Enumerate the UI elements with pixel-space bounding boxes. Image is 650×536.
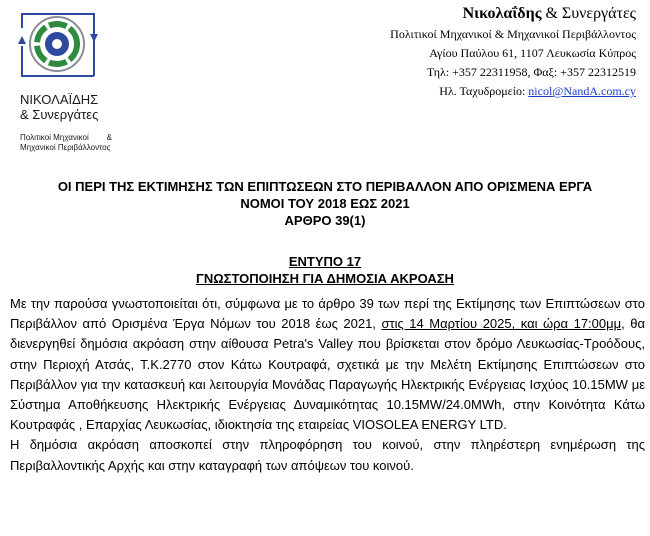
paragraph-1-details: , θα διενεργηθεί δημόσια ακρόαση στην αίθουσα Petra's Valley που βρίσκεται στον δρόμο Λευκωσίας-Τροόδους, στην Περιοχή Ατσάς, Τ.Κ.2770 στον Κάτω Κουτραφά, σχετικά με την Μελέτη Εκτίμησης Επιπτώσεων στο Περιβάλλον για την κατασκευή και λειτουργία Μονάδας Παραγωγής Ηλεκτρικής Ενέργειας Ισχύος 10.15MW με Σύστημα Αποθήκευσης Ηλεκτρικής Ενέργειας Δυναμικότητας 10.15MW/24.0MWh, στην Κοινότητα Κάτω Κουτραφάς , Επαρχίας Λευκωσίας, ιδιοκτησία της εταιρείας VIOSOLEA ENERGY LTD. (10, 316, 645, 433)
form-title: ΓΝΩΣΤΟΠΟΙΗΣΗ ΓΙΑ ΔΗΜΟΣΙΑ ΑΚΡΟΑΣΗ (196, 271, 454, 286)
email-link[interactable]: nicol@NandA.com.cy (528, 84, 636, 98)
law-article: ΑΡΘΡΟ 39(1) (284, 213, 366, 228)
logo-subtitle-amp: & (106, 133, 112, 142)
company-header (306, 3, 636, 101)
law-title: ΟΙ ΠΕΡΙ ΤΗΣ ΕΚΤΙΜΗΣΗΣ ΤΩΝ ΕΠΙΠΤΩΣΕΩΝ ΣΤΟ ΠΕΡΙΒΑΛΛΟΝ ΑΠΟ ΟΡΙΣΜΕΝΑ ΕΡΓΑ (57, 179, 593, 194)
law-years: ΝΟΜΟΙ ΤΟΥ 2018 ΕΩΣ 2021 (240, 196, 410, 211)
notice-paragraph-1 (10, 294, 645, 435)
logo-emblem-icon (8, 6, 108, 92)
email-label: Ηλ. Ταχυδρομείο: (439, 84, 529, 98)
company-name-rest: & Συνεργάτες (541, 5, 636, 22)
company-name (306, 3, 636, 25)
form-number: ΕΝΤΥΠΟ 17 (288, 254, 362, 269)
logo-name-line1: ΝΙΚΟΛΑΪΔΗΣ (20, 92, 99, 107)
logo-name-line2: & Συνεργάτες (20, 107, 99, 122)
paragraph-1-intro: Με την παρούσα γνωστοποιείται ότι, σύμφωνα με το άρθρο 39 των περί της Εκτίμησης των Επιπτώσεων στο Περιβάλλον από Ορισμένα Έργα Νόμων του 2018 έως 2021, (10, 296, 645, 332)
company-logo (8, 6, 112, 154)
logo-subtitle-line2: Μηχανικοί Περιβάλλοντος (20, 143, 111, 152)
logo-name (20, 92, 104, 122)
company-subtitle: Πολιτικοί Μηχανικοί & Μηχανικοί Περιβάλλοντος (390, 27, 636, 41)
notice-body (10, 294, 645, 476)
hearing-date: στις 14 Μαρτίου 2025, και ώρα 17:00μμ (381, 316, 622, 332)
company-phones: Τηλ: +357 22311958, Φαξ: +357 22312519 (426, 65, 636, 79)
company-email-line (306, 82, 636, 101)
company-address: Αγίου Παύλου 61, 1107 Λευκωσία Κύπρος (429, 46, 636, 60)
form-title-block (0, 253, 650, 287)
notice-paragraph-2: Η δημόσια ακρόαση αποσκοπεί στην πληροφόρηση του κοινού, στην πληρέστερη ενημέρωση της Περιβαλλοντικής Αρχής και στην καταγραφή των απόψεων του κοινού. (10, 437, 645, 473)
logo-subtitle (20, 133, 112, 153)
law-title-block (0, 178, 650, 229)
logo-subtitle-line1: Πολιτικοί Μηχανικοί (20, 133, 89, 142)
company-name-bold: Νικολαΐδης (462, 5, 542, 22)
